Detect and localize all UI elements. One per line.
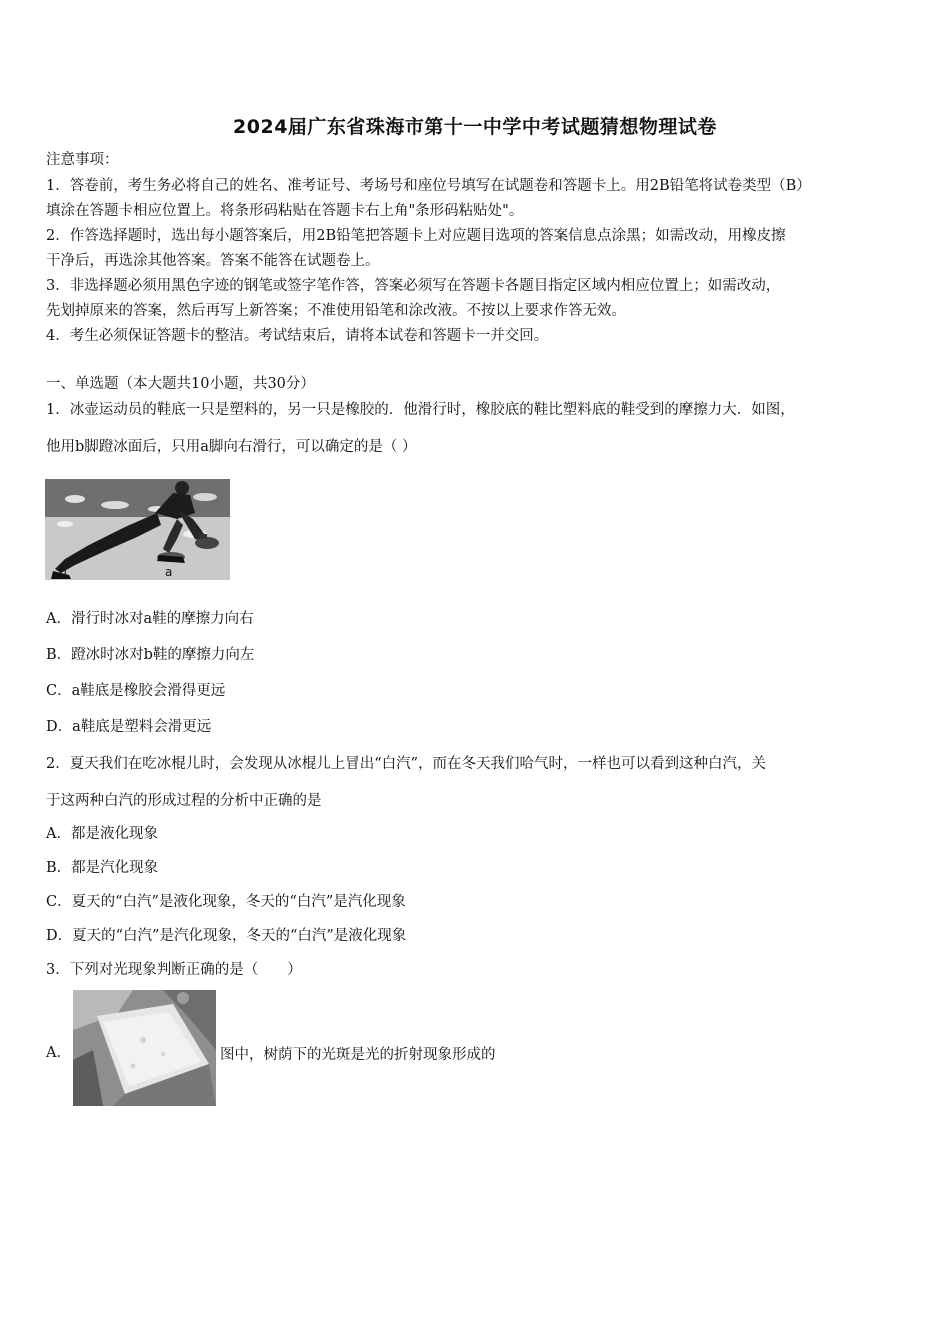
- question-1-stem: 1．冰壶运动员的鞋底一只是塑料的，另一只是橡胶的．他滑行时，橡胶底的鞋比塑料底的鞋受到的摩擦力大．如图，: [46, 402, 795, 418]
- curling-photo-graphic: [45, 479, 230, 580]
- notice-heading: 注意事项：: [46, 152, 119, 168]
- notice-line: 1．答卷前，考生务必将自己的姓名、准考证号、考场号和座位号填写在试题卷和答题卡上。用2B铅笔将试卷类型（B）: [46, 178, 811, 194]
- notice-line: 先划掉原来的答案，然后再写上新答案；不准使用铅笔和涂改液。不按以上要求作答无效。: [46, 303, 626, 319]
- question-2-option-c: C．夏天的“白汽”是液化现象，冬天的“白汽”是汽化现象: [46, 894, 406, 910]
- question-3-stem: 3．下列对光现象判断正确的是（ ）: [46, 962, 302, 978]
- question-3-option-a-label: A．: [46, 1045, 71, 1061]
- question-1-option-c: C．a鞋底是橡胶会滑得更远: [46, 683, 226, 699]
- notice-line: 4．考生必须保证答题卡的整洁。考试结束后，请将本试卷和答题卡一并交回。: [46, 328, 549, 344]
- notice-line: 干净后，再选涂其他答案。答案不能答在试题卷上。: [46, 253, 380, 269]
- question-2-option-d: D．夏天的“白汽”是汽化现象，冬天的“白汽”是液化现象: [46, 928, 407, 944]
- question-2-option-a: A．都是液化现象: [46, 826, 158, 842]
- section-heading: 一、单选题（本大题共10小题，共30分）: [46, 376, 315, 392]
- question-2-option-b: B．都是汽化现象: [46, 860, 159, 876]
- light-spot-graphic: [73, 990, 216, 1106]
- notice-line: 填涂在答题卡相应位置上。将条形码粘贴在答题卡右上角"条形码粘贴处"。: [46, 203, 524, 219]
- question-2-stem: 2．夏天我们在吃冰棍儿时，会发现从冰棍儿上冒出“白汽”，而在冬天我们哈气时，一样也可以看到这种白汽，关: [46, 756, 767, 772]
- question-1-option-a: A．滑行时冰对a鞋的摩擦力向右: [46, 611, 254, 627]
- figure-label-a: a: [165, 565, 173, 579]
- figure-label-b: b: [59, 565, 67, 579]
- page-title: 2024届广东省珠海市第十一中学中考试题猜想物理试卷: [233, 116, 717, 138]
- question-1-option-d: D．a鞋底是塑料会滑更远: [46, 719, 212, 735]
- curling-photo: [45, 479, 230, 580]
- notice-line: 3．非选择题必须用黑色字迹的钢笔或签字笔作答，答案必须写在答题卡各题目指定区域内相应位置上；如需改动，: [46, 278, 781, 294]
- notice-line: 2．作答选择题时，选出每小题答案后，用2B铅笔把答题卡上对应题目选项的答案信息点涂黑；如需改动，用橡皮擦: [46, 228, 786, 244]
- question-1-stem: 他用b脚蹬冰面后，只用a脚向右滑行，可以确定的是（ ）: [46, 439, 417, 455]
- question-2-stem: 于这两种白汽的形成过程的分析中正确的是: [46, 793, 322, 809]
- light-spot-photo: [73, 990, 216, 1106]
- question-3-option-a-text: 图中，树荫下的光斑是光的折射现象形成的: [220, 1047, 496, 1063]
- question-1-option-b: B．蹬冰时冰对b鞋的摩擦力向左: [46, 647, 255, 663]
